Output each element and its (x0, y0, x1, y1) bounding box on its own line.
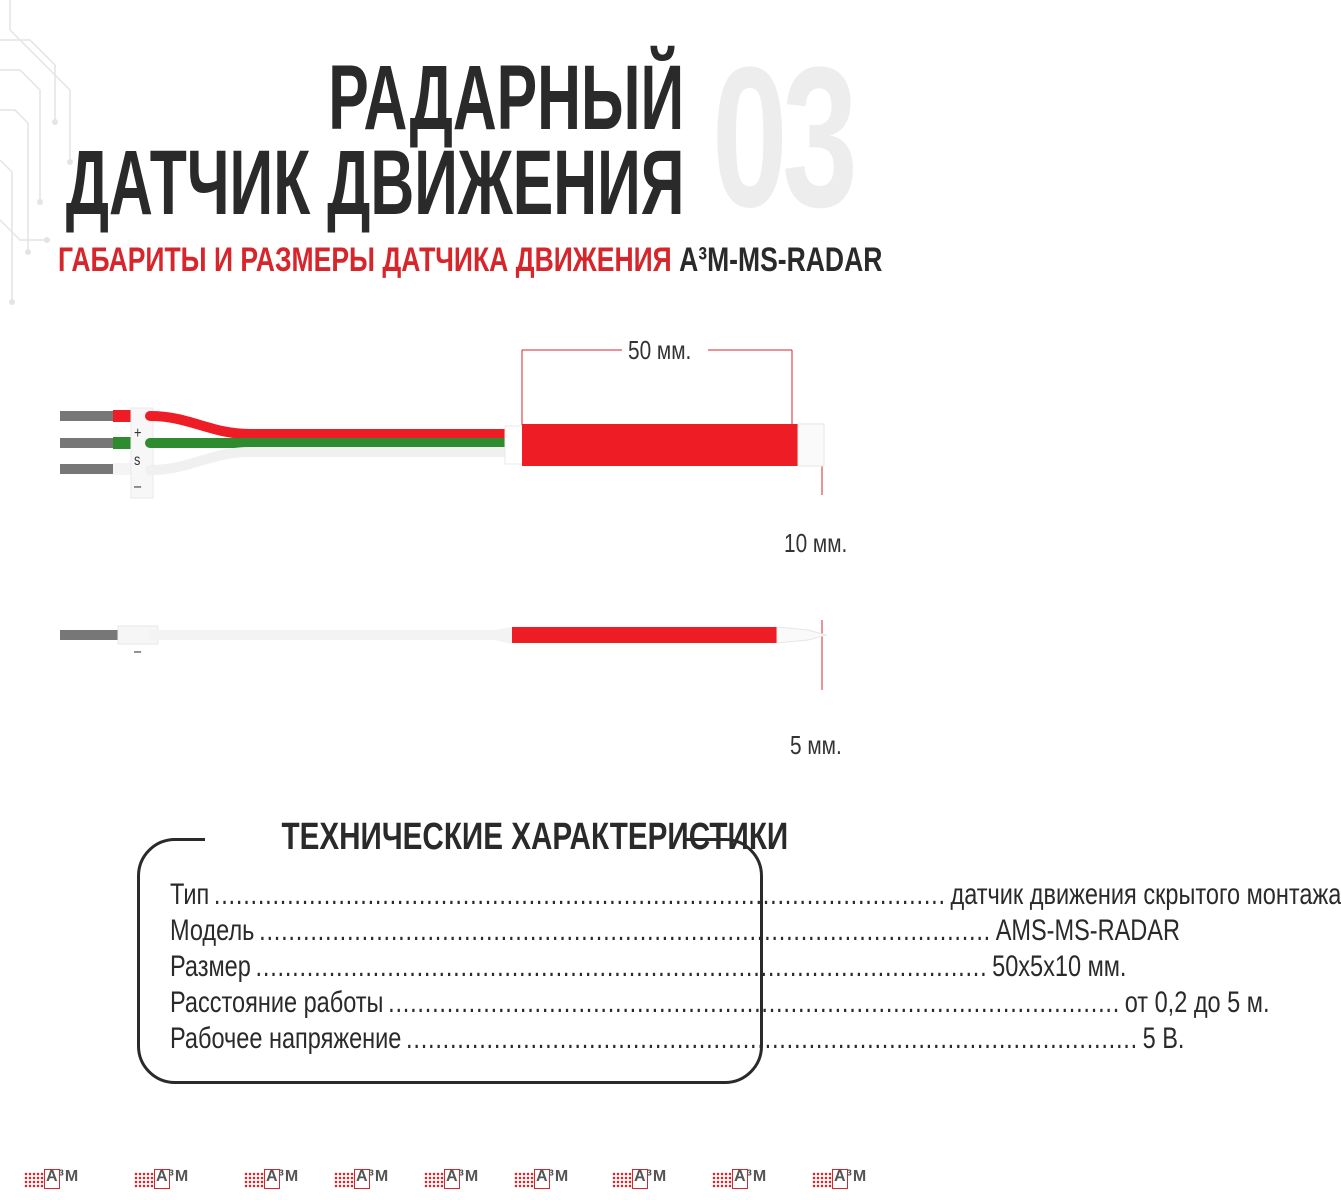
logo-text: A³M (834, 1168, 868, 1185)
logo-text: A³M (734, 1168, 768, 1185)
spec-dots: .................................................................................................... (255, 950, 988, 983)
logo-text: A³M (536, 1168, 570, 1185)
logo (334, 1166, 404, 1192)
specs-title (210, 815, 789, 859)
spec-row-size (170, 950, 1127, 984)
spec-value: датчик движения скрытого монтажа (950, 878, 1341, 911)
spec-row-range (170, 986, 1270, 1020)
spec-value: 50х5х10 мм. (992, 950, 1127, 983)
spec-value: 5 В. (1142, 1022, 1185, 1055)
spec-label: Размер (170, 950, 251, 983)
pin-plus-label: + (134, 425, 142, 442)
sensor-body-top (505, 424, 824, 466)
spec-dots: .................................................................................................... (213, 878, 946, 911)
logo (134, 1166, 204, 1192)
pin-signal-label: s (134, 452, 141, 469)
spec-value: AMS-MS-RADAR (995, 914, 1180, 947)
spec-dots: .................................................................................................... (388, 986, 1121, 1019)
logo (812, 1166, 882, 1192)
section-number: 03 (712, 26, 853, 249)
logo (712, 1166, 782, 1192)
spec-label: Расстояние работы (170, 986, 384, 1019)
subtitle (58, 240, 882, 280)
specs-title-text: ТЕХНИЧЕСКИЕ ХАРАКТЕРИСТИКИ (281, 816, 789, 858)
logo-text: A³M (446, 1168, 480, 1185)
logo-text: A³M (634, 1168, 668, 1185)
width-dimension: 10 мм. (784, 528, 848, 558)
wires (150, 416, 512, 470)
spec-row-voltage (170, 1022, 1185, 1056)
sensor-drawing (0, 330, 900, 730)
spec-dots: .................................................................................................... (259, 914, 991, 947)
pin-minus-label: – (134, 478, 142, 495)
side-pin-minus-label: – (134, 643, 142, 660)
logo-text: A³M (156, 1168, 190, 1185)
spec-dots: .................................................................................................... (406, 1022, 1138, 1055)
footer-logo-strip (0, 1160, 900, 1196)
logo-text: A³M (266, 1168, 300, 1185)
sensor-body-side (60, 626, 826, 644)
length-dimension: 50 мм. (628, 335, 692, 365)
thickness-dimension: 5 мм. (790, 730, 842, 760)
page-title-line-2: ДАТЧИК ДВИЖЕНИЯ (65, 132, 684, 234)
spec-value: от 0,2 до 5 м. (1124, 986, 1270, 1019)
spec-row-model (170, 914, 1180, 948)
subtitle-model: A³M-MS-RADAR (679, 241, 883, 279)
spec-row-type (170, 878, 1341, 912)
spec-label: Рабочее напряжение (170, 1022, 402, 1055)
page-title-line-1: РАДАРНЫЙ (328, 47, 684, 149)
logo-text: A³M (46, 1168, 80, 1185)
logo (24, 1166, 94, 1192)
subtitle-text: ГАБАРИТЫ И РАЗМЕРЫ ДАТЧИКА ДВИЖЕНИЯ (58, 241, 672, 279)
logo (244, 1166, 314, 1192)
logo-text: A³M (356, 1168, 390, 1185)
logo (514, 1166, 584, 1192)
logo (424, 1166, 494, 1192)
spec-label: Тип (170, 878, 210, 911)
spec-label: Модель (170, 914, 255, 947)
logo (612, 1166, 682, 1192)
